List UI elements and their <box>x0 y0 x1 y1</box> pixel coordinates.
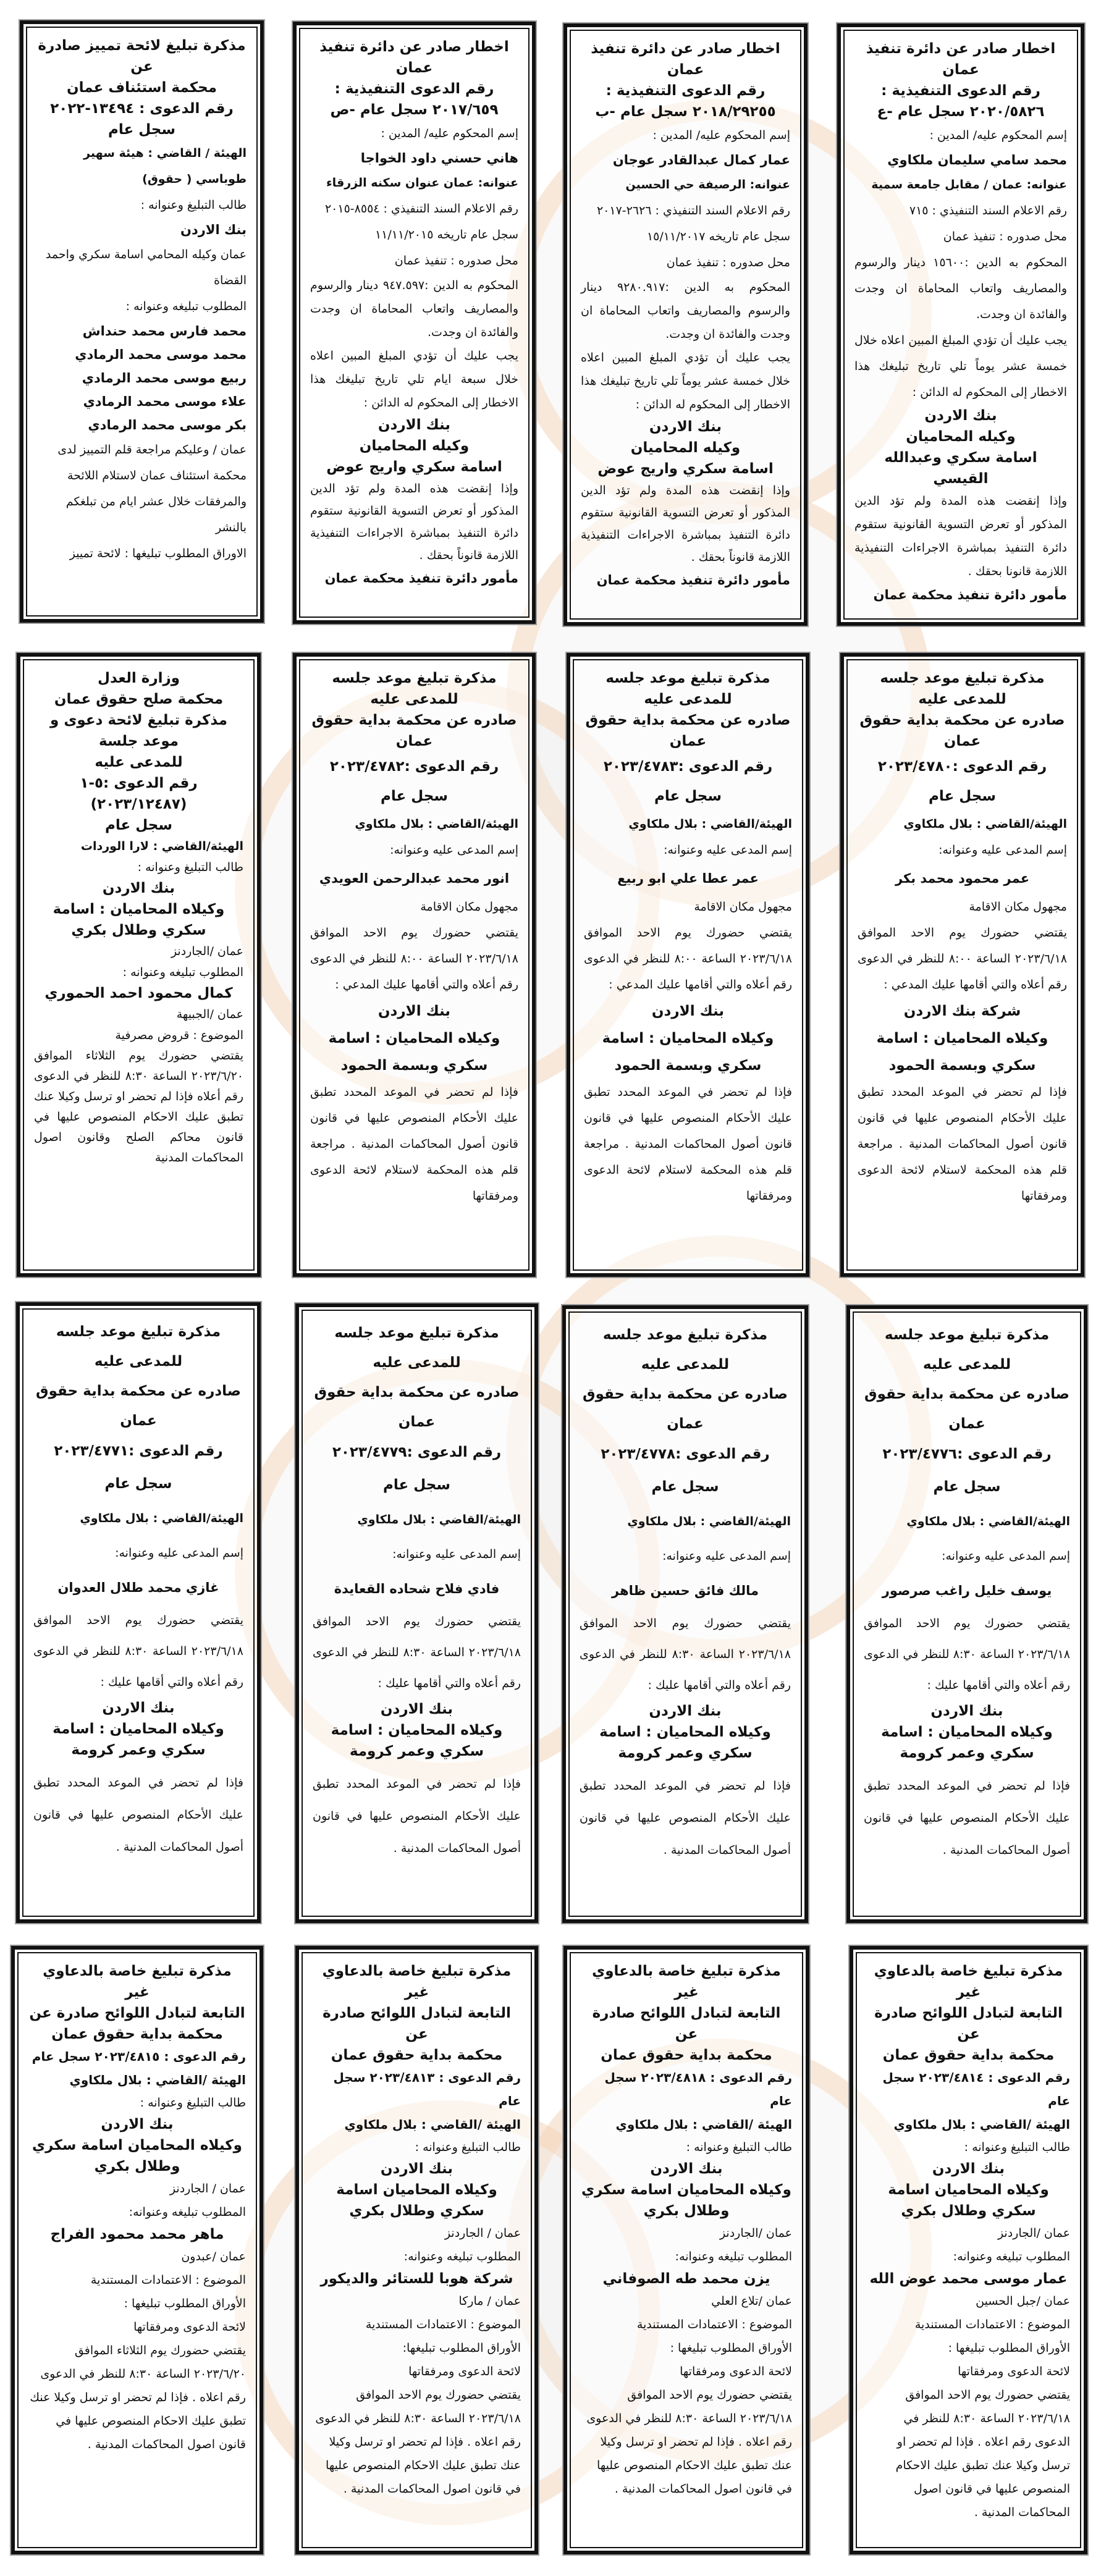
notice-title: مذكرة تبليغ موعد جلسه للمدعى عليه <box>334 1325 499 1371</box>
papers-label: الأوراق المطلوب تبليغها : <box>670 2341 792 2355</box>
subject: الموضوع : الاعتمادات المستندية <box>90 2273 246 2287</box>
issued-at: محل صدوره : تنفيذ عمان <box>943 230 1067 243</box>
notice-title: صادره عن محكمة بداية حقوق عمان <box>314 1384 520 1430</box>
plaintiff: بنك الاردن <box>102 1700 175 1716</box>
respondent-address: عمان /تلاع العلي <box>711 2294 792 2308</box>
agents: وكيلاه المحاميان : اسامة سكري وطلال بكري <box>53 901 225 938</box>
notice-execution-659 <box>293 22 536 624</box>
residence: مجهول مكان الاقامة <box>969 900 1067 914</box>
papers-label: الأوراق المطلوب تبليغها : <box>948 2341 1070 2355</box>
case-number: رقم الدعوى :٢٠٢٣/٤٧٨٢ <box>329 759 499 775</box>
agents: وكيلاه المحاميان : اسامة سكري وعمر كرومة <box>53 1721 224 1758</box>
register-type: سجل عام <box>383 1477 450 1493</box>
hearing-details: يقتضي حضورك يوم الاحد الموافق ٢٠٢٣/٦/١٨ الساعة ٨:٣٠ للنظر في الدعوى رقم اعلاه . فإذا لم تحضر او ترسل وكيلا عنك تطبق عليك الاحكام المنصوص عليها في قانون اصول المحاكمات المدنية . <box>586 2388 792 2496</box>
respondent-name: عمار موسى محمد عوض الله <box>869 2271 1068 2287</box>
notice-special-4813 <box>295 1946 538 2554</box>
respondent-name: ماهر محمد محمود الفراج <box>50 2226 224 2242</box>
respondent-name: يزن محمد طه الصوفاني <box>602 2271 770 2287</box>
debtor-name: عمار كمال عبدالقادر عوجان <box>612 153 790 167</box>
panel-judge: الهيئة / القاضي : هيئة سهير طوباسي ( حقوق) <box>83 146 247 186</box>
warning: وإذا إنقضت هذه المدة ولم تؤد الدين المذكور أو تعرض التسوية القانونية ستقوم دائرة التنفيذ بمباشرة الاجراءات التنفيذية اللازمة قانوناً بحقك . <box>310 482 518 562</box>
debtor-label: إسم المحكوم عليه/ المدين : <box>381 127 518 140</box>
notice-title: التابعة لتبادل اللوائح صادرة عن <box>874 2005 1063 2042</box>
agents: اسامة سكري واريج عوض <box>326 459 502 475</box>
notice-title: صادره عن محكمة بداية حقوق عمان <box>36 1383 241 1429</box>
hearing-details: يقتضي حضورك يوم الاحد الموافق ٢٠٢٣/٦/١٨ الساعة ٨:٠٠ للنظر في الدعوى رقم أعلاه والتي أقامها عليك المدعي : <box>858 926 1067 991</box>
agent-label: وكيله المحاميان <box>359 438 470 454</box>
payment-instruction: يجب عليك أن تؤدي المبلغ المبين اعلاه خلال سبعة ايام تلي تاريخ تبليغك هذا الاخطار إلى المحكوم له الدائن : <box>310 349 518 410</box>
defendant-label: إسم المدعى عليه وعنوانه: <box>664 843 792 857</box>
notice-title: صادره عن محكمة بداية حقوق عمان <box>585 712 791 749</box>
respondent-label: المطلوب تبليغه وعنوانه: <box>675 2250 792 2263</box>
papers: لائحة الدعوى ومرفقاتها <box>408 2365 521 2378</box>
requester: بنك الاردن <box>101 2116 174 2132</box>
notice-execution-29255 <box>563 23 808 626</box>
register-type: سجل عام <box>104 1476 172 1492</box>
requester-address: عمان / الجاردنز <box>169 2182 246 2195</box>
notice-title: مذكرة تبليغ خاصة بالدعاوي غير <box>322 1963 512 2000</box>
plaintiff: بنك الاردن <box>649 1703 722 1719</box>
defendant-label: إسم المدعى عليه وعنوانه: <box>392 1547 521 1561</box>
papers: لائحة الدعوى ومرفقاتها <box>680 2365 792 2378</box>
warning: فإذا لم تحضر في الموعد المحدد تطبق عليك الأحكام المنصوص عليها في قانون قانون أصول المحاكمات المدنية . مراجعة قلم هذه المحكمة لاستلام لائحة الدعوى ومرفقاتها <box>584 1085 792 1203</box>
notice-special-4815 <box>11 1946 263 2554</box>
defendant-name: مالك فائق حسين ظاهر <box>612 1583 759 1598</box>
warning: وإذا إنقضت هذه المدة ولم تؤد الدين المذكور أو تعرض التسوية القانونية ستقوم دائرة التنفيذ بمباشرة الاجراءات التنفيذية اللازمة قانونا بحقك . <box>854 494 1067 578</box>
signature: مأمور دائرة تنفيذ محكمة عمان <box>596 573 790 587</box>
case-number: رقم الدعوى : ٢٠٢٣/٤٨١٨ سجل عام <box>604 2070 792 2108</box>
hearing-details: يقتضي حضورك يوم الاحد الموافق ٢٠٢٣/٦/١٨ الساعة ٨:٣٠ للنظر في الدعوى رقم اعلاه . فإذا لم تحضر او ترسل وكيلا عنك تطبق عليك الاحكام المنصوص عليها في قانون اصول المحاكمات المدنية . <box>315 2388 521 2496</box>
respondent-name: محمد فارس محمد حنداش <box>82 324 247 339</box>
court-name: محكمة بداية حقوق عمان <box>601 2047 772 2063</box>
requester: بنك الاردن <box>180 222 247 237</box>
panel-judge: الهيئة/القاضي : بلال ملكاوي <box>80 1512 243 1525</box>
hearing-details: يقتضي حضورك يوم الاحد الموافق ٢٠٢٣/٦/١٨ الساعة ٨:٠٠ للنظر في الدعوى رقم أعلاه والتي أقامها عليك المدعي : <box>310 926 518 991</box>
notice-title: مذكرة تبليغ موعد جلسه للمدعى عليه <box>884 1327 1050 1373</box>
debtor-address: عنوانه: الرصيفة حي الحسين <box>625 178 790 192</box>
notice-title: مذكرة تبليغ موعد جلسه للمدعى عليه <box>332 670 497 707</box>
subject: الموضوع : قروض مصرفية <box>115 1029 243 1042</box>
case-number: رقم الدعوى : ٢٠٢٣/٤٨١٥ سجل عام <box>32 2049 246 2064</box>
notice-title: اخطار صادر عن دائرة تنفيذ عمان <box>591 41 780 78</box>
agents: اسامة سكري وعبدالله القيسي <box>884 450 1037 487</box>
requester-label: طالب التبليغ وعنوانه : <box>140 198 247 212</box>
notice-title: مذكرة تبليغ خاصة بالدعاوي غير <box>874 1963 1063 2000</box>
requester-address: عمان /الجاردنز <box>171 945 243 958</box>
notice-title: رقم الدعوى التنفيذية : <box>605 83 766 99</box>
debtor-name: هاني حسني داود الخواجا <box>360 151 518 166</box>
debtor-address: عنوانه: عمان عنوان سكنه الزرقاء <box>326 176 518 190</box>
notice-hearing-4779 <box>295 1303 538 1923</box>
agents: وكيلاه المحاميان اسامة سكري وطلال بكري <box>581 2182 791 2219</box>
hearing-details: يقتضي حضورك يوم الاحد الموافق ٢٠٢٣/٦/١٨ الساعة ٨:٣٠ للنظر في الدعوى رقم أعلاه والتي أقامها عليك : <box>864 1617 1070 1692</box>
notice-hearing-4776 <box>846 1305 1087 1923</box>
panel-judge: الهيئة/القاضي : بلال ملكاوي <box>357 1513 521 1526</box>
panel-judge: الهيئة /القاضي : بلال ملكاوي <box>615 2117 792 2132</box>
case-number: رقم الدعوى : ٢٠٢٣/٤٨١٤ سجل عام <box>882 2070 1070 2108</box>
case-number: ٢٠١٧/٦٥٩ سجل عام -ص <box>330 102 499 118</box>
requester: بنك الاردن <box>102 880 175 896</box>
defendant-name: فادي فلاح شحاده القعايدة <box>334 1581 500 1596</box>
notice-title: صادره عن محكمة بداية حقوق عمان <box>583 1386 788 1432</box>
notice-title: مذكرة تبليغ لائحة تمييز صادرة عن <box>38 38 246 75</box>
notice-title: محكمة استئناف عمان <box>67 80 217 96</box>
plaintiff: شركة بنك الاردن <box>903 1003 1021 1019</box>
respondent-name: كمال محمود احمد الحموري <box>44 985 233 1001</box>
papers-label: الأوراق المطلوب تبليغها: <box>402 2341 521 2355</box>
case-number: رقم الدعوى :٥-١ (٢٠٢٣/١٢٤٨٧) <box>80 775 198 812</box>
plaintiff: بنك الاردن <box>380 1701 453 1717</box>
subject: الموضوع : الاعتمادات المستندية <box>636 2318 792 2331</box>
hearing-details: يقتضي حضورك يوم الاحد الموافق ٢٠٢٣/٦/١٨ الساعة ٨:٠٠ للنظر في الدعوى رقم أعلاه والتي أقامها عليك المدعي : <box>584 926 792 991</box>
respondent-address: عمان / ماركا <box>458 2294 521 2308</box>
court-name: محكمة بداية حقوق عمان <box>51 2026 223 2042</box>
requester-address: عمان /الجاردنز <box>719 2226 792 2240</box>
warning: فإذا لم تحضر في الموعد المحدد تطبق عليك الأحكام المنصوص عليها في قانون قانون أصول المحاكمات المدنية . مراجعة قلم هذه المحكمة لاستلام لائحة الدعوى ومرفقاتها <box>858 1085 1067 1203</box>
papers: لائحة الدعوى ومرفقاتها <box>958 2365 1070 2378</box>
plaintiff: بنك الاردن <box>378 1003 451 1019</box>
warning: فإذا لم تحضر في الموعد المحدد تطبق عليك الأحكام المنصوص عليها في قانون أصول المحاكمات المدنية . <box>33 1776 243 1854</box>
notice-title: اخطار صادر عن دائرة تنفيذ عمان <box>319 39 509 76</box>
panel-judge: الهيئة/القاضي : بلال ملكاوي <box>903 817 1067 831</box>
notice-title: التابعة لتبادل اللوائح صادرة عن <box>323 2005 511 2042</box>
defendant-label: إسم المدعى عليه وعنوانه: <box>942 1549 1070 1563</box>
hearing-details: يقتضي حضورك يوم الاحد الموافق ٢٠٢٣/٦/١٨ الساعة ٨:٣٠ للنظر في الدعوى رقم أعلاه والتي أقامها عليك : <box>313 1615 521 1690</box>
defendant-label: إسم المدعى عليه وعنوانه: <box>390 843 518 857</box>
respondent-name: بكر موسى محمد الرمادي <box>88 418 247 432</box>
court-name: محكمة بداية حقوق عمان <box>331 2047 503 2063</box>
debtor-label: إسم المحكوم عليه/ المدين : <box>652 128 790 142</box>
notice-magistrate-12487 <box>17 653 261 1277</box>
requester: بنك الاردن <box>650 2161 723 2177</box>
hearing-details: يقتضي حضورك يوم الاحد الموافق ٢٠٢٣/٦/١٨ الساعة ٨:٣٠ للنظر في الدعوى رقم اعلاه . فإذا لم تحضر او ترسل وكيلا عنك تطبق عليك الاحكام المنصوص عليها في قانون اصول المحاكمات المدنية . <box>895 2388 1070 2519</box>
panel-judge: الهيئة/القاضي : بلال ملكاوي <box>628 817 792 831</box>
defendant-name: انور محمد عبدالرحمن العويدي <box>319 871 510 886</box>
panel-judge: الهيئة/القاضي : بلال ملكاوي <box>906 1515 1070 1528</box>
notice-title: مذكرة تبليغ لائحة دعوى و موعد جلسة <box>50 712 227 749</box>
requester-address: عمان / الجاردنز <box>444 2226 521 2240</box>
amount: المحكوم به الدين :٩٢٨٠.٩١٧ دينار والرسوم والمصاريف واتعاب المحاماة ان وجدت والفائدة ان وجدت. <box>581 280 790 341</box>
register-type: سجل عام <box>381 788 448 804</box>
panel-judge: الهيئة /القاضي : بلال ملكاوي <box>69 2073 246 2087</box>
respondent-label: المطلوب تبليغه وعنوانه: <box>403 2250 521 2263</box>
case-number: رقم الدعوى :٢٠٢٣/٤٧٧٦ <box>882 1446 1052 1462</box>
agents: وكيلاه المحاميان اسامة سكري وطلال بكري <box>32 2137 242 2174</box>
defendant-name: عمر محمود محمد بكر <box>895 871 1030 886</box>
defendant-name: عمر عطا علي ابو ربيع <box>617 871 759 886</box>
notice-hearing-4771 <box>16 1302 261 1923</box>
payment-instruction: يجب عليك أن تؤدي المبلغ المبين اعلاه خلال خمسة عشر يوماً تلي تاريخ تبليغك هذا الاخطار إلى المحكوم له الدائن : <box>854 334 1067 399</box>
notice-title: رقم الدعوى التنفيذية : <box>334 81 494 97</box>
respondent-label: المطلوب تبليغه وعنوانه: <box>953 2250 1070 2263</box>
agents: وكيلاه المحاميان : اسامة سكري وبسمة الحمود <box>876 1030 1048 1074</box>
warning: فإذا لم تحضر في الموعد المحدد تطبق عليك الأحكام المنصوص عليها في قانون أصول المحاكمات المدنية . <box>580 1779 791 1857</box>
notice-title: مذكرة تبليغ موعد جلسه للمدعى عليه <box>602 1327 768 1373</box>
agents: وكيلاه المحاميان : اسامة سكري وبسمة الحمود <box>602 1030 774 1074</box>
deed-number: رقم الاعلام السند التنفيذي : ٨٥٥٤-٢٠١٥ <box>324 202 518 216</box>
warning: وإذا إنقضت هذه المدة ولم تؤد الدين المذكور أو تعرض التسوية القانونية ستقوم دائرة التنفيذ بمباشرة الاجراءات التنفيذية اللازمة قانوناً بحقك . <box>581 484 790 564</box>
respondent-name: محمد موسى محمد الرمادي <box>75 347 247 362</box>
instruction: عمان / وعليكم مراجعة قلم التمييز لدى محكمة استئناف عمان لاستلام اللائحة والمرفقات خلال عشر ايام من تبلغكم بالنشر <box>57 443 247 534</box>
notice-hearing-4783 <box>567 653 809 1277</box>
defendant-name: يوسف خليل راغب صرصور <box>882 1583 1052 1598</box>
respondent-address: عمان /جبل الحسين <box>976 2294 1070 2308</box>
register-type: سجل عام <box>929 788 996 804</box>
respondent-name: علاء موسى محمد الرمادي <box>83 394 247 409</box>
issued-at: محل صدوره : تنفيذ عمان <box>394 254 518 267</box>
creditor: بنك الاردن <box>378 417 451 433</box>
respondent-label: المطلوب تبليغه وعنوانه : <box>125 300 247 313</box>
warning: فإذا لم تحضر في الموعد المحدد تطبق عليك الأحكام المنصوص عليها في قانون قانون أصول المحاكمات المدنية . مراجعة قلم هذه المحكمة لاستلام لائحة الدعوى ومرفقاتها <box>310 1085 518 1203</box>
deed-date: سجل عام تاريخه ١٥/١١/٢٠١٧ <box>646 230 790 243</box>
deed-number: رقم الاعلام السند التنفيذي : ٧١٥ <box>909 204 1067 217</box>
plaintiff: بنك الاردن <box>930 1703 1003 1719</box>
agent-label: وكيله المحاميان <box>906 429 1016 445</box>
defendant-label: إسم المدعى عليه وعنوانه: <box>662 1549 791 1563</box>
debtor-address: عنوانه: عمان / مقابل جامعة سمية <box>871 178 1067 192</box>
register-type: سجل عام <box>105 817 172 833</box>
debtor-label: إسم المحكوم عليه/ المدين : <box>929 128 1067 142</box>
case-number: ٢٠٢٠/٥٨٢٦ سجل عام -ع <box>877 104 1045 120</box>
defendant-label: إسم المدعى عليه وعنوانه: <box>939 843 1067 857</box>
agent-label: وكيله المحاميان <box>630 440 741 456</box>
defendant-label: إسم المدعى عليه وعنوانه: <box>115 1546 243 1560</box>
warning: فإذا لم تحضر في الموعد المحدد تطبق عليك الأحكام المنصوص عليها في قانون أصول المحاكمات المدنية . <box>313 1777 521 1855</box>
case-number: رقم الدعوى :٢٠٢٣/٤٧٧٩ <box>332 1444 502 1460</box>
case-number: رقم الدعوى :٢٠٢٣/٤٧٧١ <box>54 1443 223 1459</box>
requester: بنك الاردن <box>380 2161 453 2177</box>
case-number: رقم الدعوى :٢٠٢٣/٤٧٨٣ <box>603 759 773 775</box>
notice-title: صادره عن محكمة بداية حقوق عمان <box>859 712 1065 749</box>
agents: وكيلاه المحاميان : اسامة سكري وعمر كرومة <box>599 1724 771 1761</box>
agents: وكيلاه المحاميان اسامة سكري وطلال بكري <box>888 2182 1049 2219</box>
debtor-name: محمد سامي سليمان ملكاوي <box>887 153 1067 167</box>
agents: وكيلاه المحاميان : اسامة سكري وعمر كرومة <box>881 1724 1053 1761</box>
ministry-name: وزارة العدل <box>98 670 180 686</box>
requester-address: عمان /الجاردنز <box>997 2226 1070 2240</box>
notice-execution-5826 <box>837 23 1084 626</box>
respondent-name: شركة هوبا للستائر والديكور <box>320 2271 513 2287</box>
payment-instruction: يجب عليك أن تؤدي المبلغ المبين اعلاه خلال خمسة عشر يوماً تلي تاريخ تبليغك هذا الاخطار إلى المحكوم له الدائن : <box>581 351 790 411</box>
court-name: محكمة بداية حقوق عمان <box>882 2047 1055 2063</box>
notice-title: التابعة لتبادل اللوائح صادرة عن <box>29 2005 245 2021</box>
panel-judge: الهيئة /القاضي : بلال ملكاوي <box>344 2117 521 2132</box>
defendant-name: غازي محمد طلال العدوان <box>57 1580 219 1595</box>
agents: اسامة سكري واريج عوض <box>597 461 774 477</box>
case-number: ٢٠١٨/٢٩٢٥٥ سجل عام -ب <box>595 104 776 120</box>
respondent-address: عمان /الجبيهة <box>176 1008 243 1021</box>
notice-title: مذكرة تبليغ موعد جلسه للمدعى عليه <box>605 670 770 707</box>
residence: مجهول مكان الاقامة <box>694 900 792 914</box>
deed-number: رقم الاعلام السند التنفيذي : ٢٦٢٦-٢٠١٧ <box>596 204 790 217</box>
notice-title: صادره عن محكمة بداية حقوق عمان <box>311 712 517 749</box>
amount: المحكوم به الدين :١٥٦٠٠ دينار والرسوم والمصاريف واتعاب المحاماة ان وجدت والفائدة ان وجدت. <box>854 256 1067 321</box>
notice-hearing-4782 <box>293 653 536 1277</box>
issued-at: محل صدوره : تنفيذ عمان <box>666 256 790 269</box>
notice-hearing-4780 <box>840 653 1084 1277</box>
hearing-details: يقتضي حضورك يوم الثلاثاء الموافق ٢٠٢٣/٦/٢٠ الساعة ٨:٣٠ للنظر في الدعوى رقم اعلاه . فإذا لم تحضر او ترسل وكيلا عنك تطبق عليك الاحكام المنصوص عليها في قانون اصول المحاكمات المدنية . <box>30 2344 246 2451</box>
hearing-details: يقتضي حضورك يوم الاحد الموافق ٢٠٢٣/٦/١٨ الساعة ٨:٣٠ للنظر في الدعوى رقم أعلاه والتي أقامها عليك : <box>33 1614 243 1689</box>
requester-label: طالب التبليغ وعنوانه : <box>415 2140 521 2154</box>
requester-label: طالب التبليغ وعنوانه : <box>137 861 243 874</box>
requester-label: طالب التبليغ وعنوانه : <box>964 2140 1070 2154</box>
papers: الاوراق المطلوب تبليغها : لائحة تمييز <box>69 547 247 560</box>
creditor: بنك الاردن <box>649 419 722 435</box>
notice-title: رقم الدعوى التنفيذية : <box>881 83 1040 99</box>
papers-label: الأوراق المطلوب تبليغها : <box>124 2297 246 2310</box>
notice-title: صادره عن محكمة بداية حقوق عمان <box>864 1386 1069 1432</box>
respondent-name: ربيع موسى محمد الرمادي <box>82 371 247 385</box>
creditor: بنك الاردن <box>924 408 997 424</box>
case-number: رقم الدعوى :٢٠٢٣/٤٧٨٠ <box>877 759 1047 775</box>
hearing-details: يقتضي حضورك يوم الثلاثاء الموافق ٢٠٢٣/٦/٢٠ الساعة ٨:٣٠ للنظر في الدعوى رقم أعلاه فإذا لم تحضر او ترسل وكيلا عنك تطبق عليك الاحكام المنصوص عليها في قانون محاكم الصلح وقانون اصول المحاكمات المدنية <box>34 1049 243 1164</box>
residence: مجهول مكان الاقامة <box>420 900 518 914</box>
register-type: سجل عام <box>933 1479 1001 1495</box>
requester-label: طالب التبليغ وعنوانه : <box>686 2140 792 2154</box>
respondent-address: عمان /عبدون <box>181 2250 246 2263</box>
case-number: رقم الدعوى : ١٣٤٩٤-٢٠٢٢ <box>50 101 234 117</box>
respondent-label: المطلوب تبليغه وعنوانه : <box>122 966 243 979</box>
panel-judge: الهيئة/القاضي : بلال ملكاوي <box>627 1515 791 1528</box>
case-number: رقم الدعوى : ٢٠٢٣/٤٨١٣ سجل عام <box>333 2070 521 2108</box>
notice-special-4814 <box>850 1946 1087 2554</box>
notice-title: للمدعى عليه <box>95 754 183 770</box>
requester-agent: عمان وكيله المحامي اسامة سكري واحمد القضاة <box>45 248 247 287</box>
notice-special-4818 <box>563 1946 809 2554</box>
register-type: سجل عام <box>108 122 175 138</box>
panel-judge: الهيئة /القاضي : بلال ملكاوي <box>893 2117 1070 2132</box>
signature: مأمور دائرة تنفيذ محكمة عمان <box>873 587 1067 602</box>
agents: وكيلاه المحاميان : اسامة سكري وبسمة الحمود <box>328 1030 500 1074</box>
court-name: محكمة صلح حقوق عمان <box>54 691 224 707</box>
subject: الموضوع : الاعتمادات المستندية <box>365 2318 521 2331</box>
notice-title: مذكرة تبليغ خاصة بالدعاوي غير <box>43 1963 232 2000</box>
notice-title: مذكرة تبليغ خاصة بالدعاوي غير <box>592 1963 781 2000</box>
notice-title: التابعة لتبادل اللوائح صادرة عن <box>592 2005 781 2042</box>
respondent-label: المطلوب تبليغه وعنوانه: <box>129 2205 246 2219</box>
panel-judge: الهيئة/القاضي : بلال ملكاوي <box>355 817 518 831</box>
register-type: سجل عام <box>654 788 722 804</box>
notice-title: مذكرة تبليغ موعد جلسه للمدعى عليه <box>880 670 1045 707</box>
papers: لائحة الدعوى ومرفقاتها <box>133 2320 246 2334</box>
notice-hearing-4778 <box>562 1305 808 1923</box>
register-type: سجل عام <box>651 1479 719 1495</box>
warning: فإذا لم تحضر في الموعد المحدد تطبق عليك الأحكام المنصوص عليها في قانون أصول المحاكمات المدنية . <box>864 1779 1070 1857</box>
deed-date: سجل عام تاريخه ١١/١١/٢٠١٥ <box>374 228 518 242</box>
plaintiff: بنك الاردن <box>651 1003 725 1019</box>
notice-title: مذكرة تبليغ موعد جلسه للمدعى عليه <box>56 1324 221 1370</box>
notice-cassation-13494 <box>20 20 264 623</box>
agents: وكيلاه المحاميان : اسامة سكري وعمر كرومة <box>331 1722 503 1759</box>
amount: المحكوم به الدين :٩٤٧.٥٩٧ دينار والرسوم والمصاريف واتعاب المحاماة ان وجدت والفائدة ان وجدت. <box>310 279 518 339</box>
hearing-details: يقتضي حضورك يوم الاحد الموافق ٢٠٢٣/٦/١٨ الساعة ٨:٣٠ للنظر في الدعوى رقم أعلاه والتي أقامها عليك : <box>580 1617 791 1692</box>
panel-judge: الهيئة/القاضي : لارا الوردات <box>80 840 243 853</box>
notice-title: اخطار صادر عن دائرة تنفيذ عمان <box>866 41 1056 78</box>
requester-label: طالب التبليغ وعنوانه : <box>140 2096 246 2110</box>
subject: الموضوع : الاعتمادات المستندية <box>914 2318 1070 2331</box>
requester: بنك الاردن <box>932 2161 1005 2177</box>
case-number: رقم الدعوى :٢٠٢٣/٤٧٧٨ <box>601 1446 770 1462</box>
signature: مأمور دائرة تنفيذ محكمة عمان <box>324 571 518 586</box>
agents: وكيلاه المحاميان اسامة سكري وطلال بكري <box>336 2182 497 2219</box>
